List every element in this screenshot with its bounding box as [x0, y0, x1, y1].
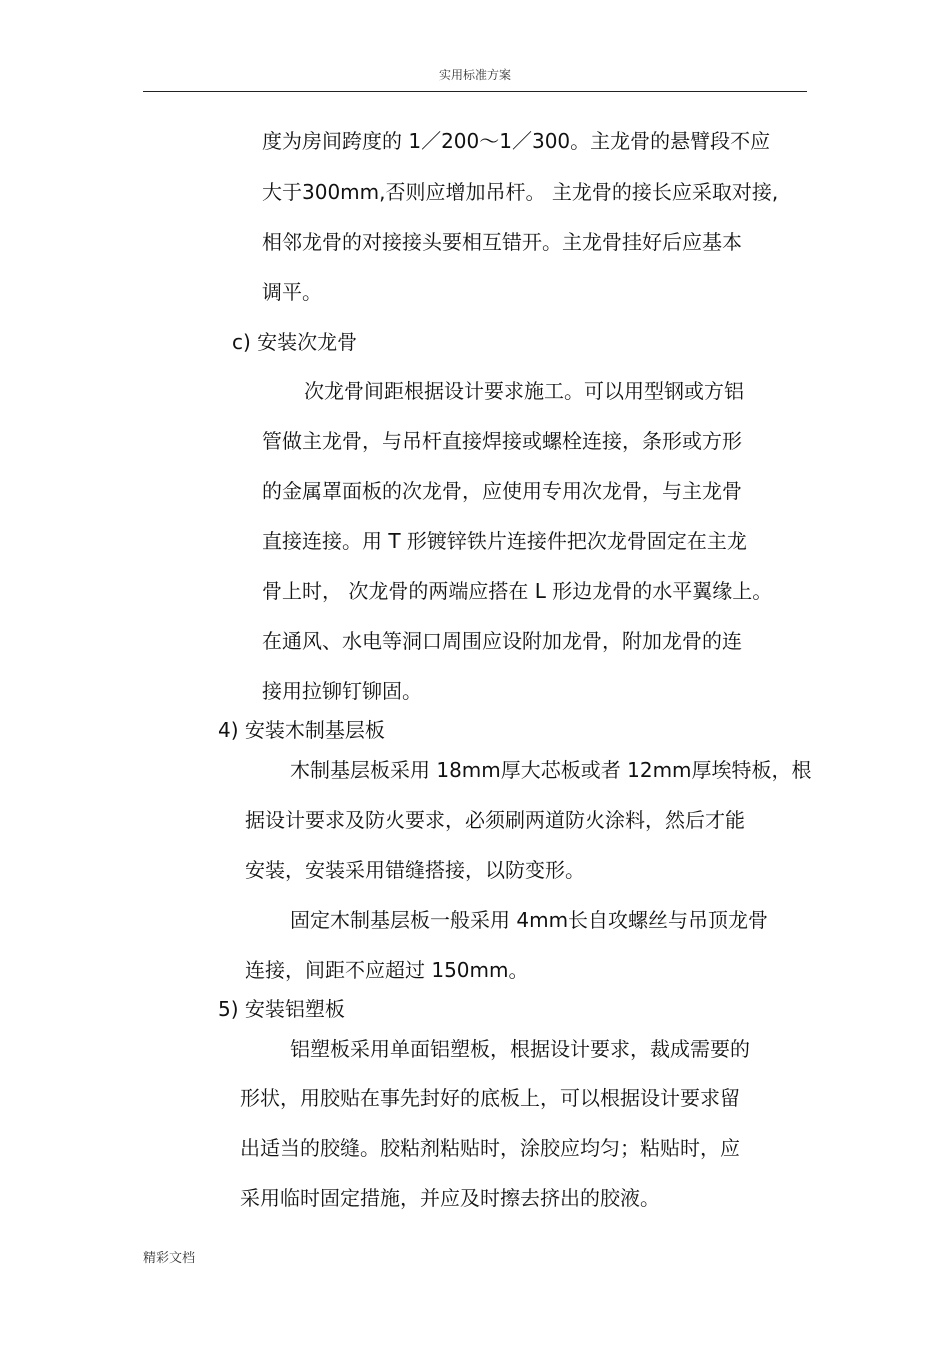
section-heading: c) 安装次龙骨	[232, 330, 358, 354]
paragraph-line: 出适当的胶缝。胶粘剂粘贴时，涂胶应均匀；粘贴时，应	[240, 1136, 740, 1160]
paragraph-line: 度为房间跨度的 1／200～1／300。主龙骨的悬臂段不应	[262, 129, 771, 153]
paragraph-line: 的金属罩面板的次龙骨，应使用专用次龙骨，与主龙骨	[262, 479, 742, 503]
paragraph-line: 接用拉铆钉铆固。	[262, 679, 422, 703]
paragraph-line: 木制基层板采用 18mm厚大芯板或者 12mm厚埃特板，根	[290, 758, 812, 782]
paragraph-line: 固定木制基层板一般采用 4mm长自攻螺丝与吊顶龙骨	[290, 908, 769, 932]
paragraph-line: 管做主龙骨，与吊杆直接焊接或螺栓连接，条形或方形	[262, 429, 742, 453]
paragraph-line: 安装，安装采用错缝搭接，以防变形。	[245, 858, 585, 882]
paragraph-line: 直接连接。用 T 形镀锌铁片连接件把次龙骨固定在主龙	[262, 529, 747, 553]
paragraph-line: 相邻龙骨的对接接头要相互错开。主龙骨挂好后应基本	[262, 230, 742, 254]
paragraph-line: 形状，用胶贴在事先封好的底板上，可以根据设计要求留	[240, 1086, 740, 1110]
page-footer: 精彩文档	[143, 1251, 196, 1266]
header-divider	[143, 91, 807, 92]
paragraph-line: 调平。	[262, 280, 322, 304]
paragraph-line: 在通风、水电等洞口周围应设附加龙骨，附加龙骨的连	[262, 629, 742, 653]
section-heading: 5) 安装铝塑板	[218, 997, 345, 1021]
paragraph-line: 据设计要求及防火要求，必须刷两道防火涂料，然后才能	[245, 808, 745, 832]
paragraph-line: 连接，间距不应超过 150mm。	[245, 958, 529, 982]
paragraph-line: 铝塑板采用单面铝塑板，根据设计要求，裁成需要的	[290, 1037, 750, 1061]
paragraph-line: 大于300mm,否则应增加吊杆。 主龙骨的接长应采取对接,	[262, 180, 779, 204]
section-heading: 4) 安装木制基层板	[218, 718, 385, 742]
paragraph-line: 骨上时， 次龙骨的两端应搭在 L 形边龙骨的水平翼缘上。	[262, 579, 773, 603]
paragraph-line: 采用临时固定措施，并应及时擦去挤出的胶液。	[240, 1186, 660, 1210]
paragraph-line: 次龙骨间距根据设计要求施工。可以用型钢或方铝	[304, 379, 744, 403]
page-header: 实用标准方案	[438, 68, 511, 82]
